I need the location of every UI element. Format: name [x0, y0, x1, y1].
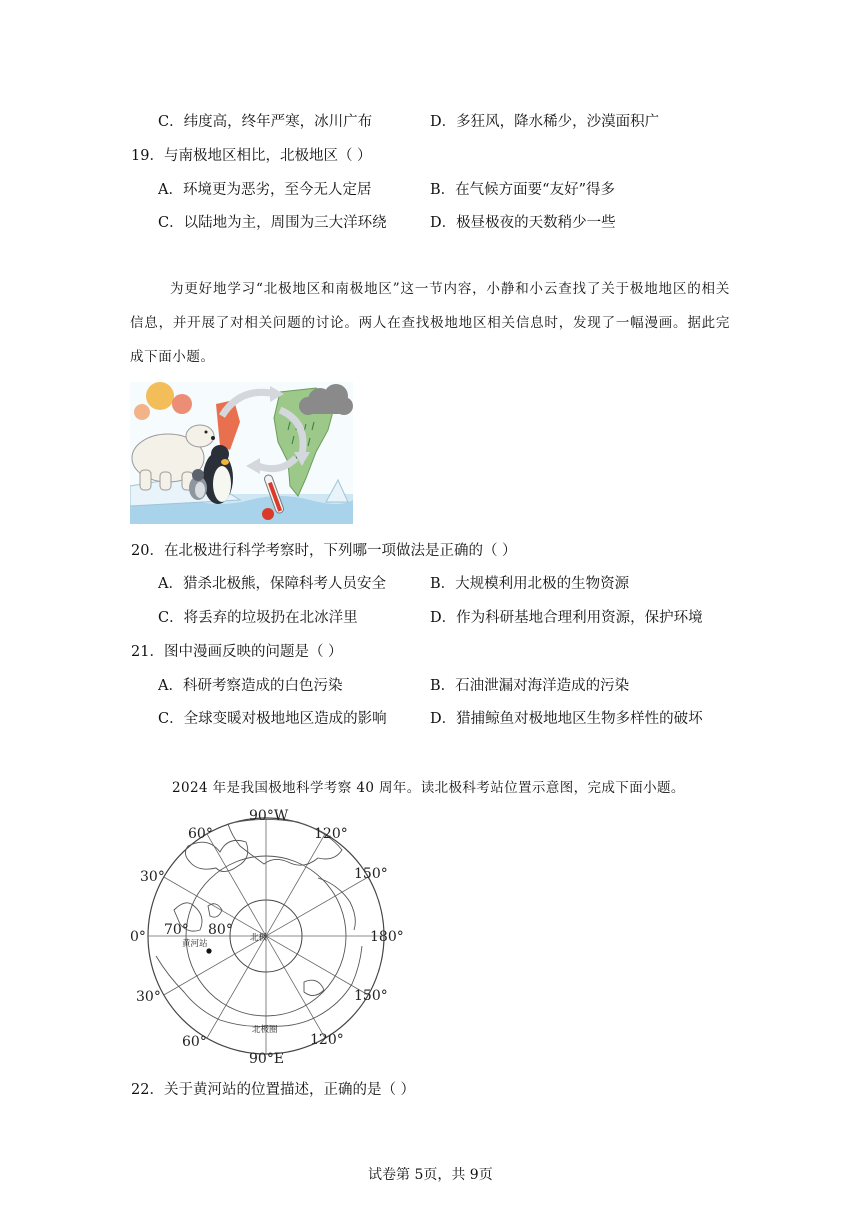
climate-cartoon-drawing — [130, 382, 353, 524]
map-label-lat-80: 80° — [208, 922, 233, 938]
q20-option-b: B．大规模利用北极的生物资源 — [430, 576, 630, 592]
arctic-map-drawing — [128, 806, 404, 1066]
map-label-60-upper-left: 60° — [188, 826, 213, 842]
map-label-150-upper-right: 150° — [354, 866, 388, 882]
q20-option-a: A．猎杀北极熊，保障科考人员安全 — [158, 576, 386, 592]
q19-option-c: C．以陆地为主，周围为三大洋环绕 — [158, 215, 387, 231]
q21-option-b: B．石油泄漏对海洋造成的污染 — [430, 678, 630, 694]
station-marker-icon — [206, 948, 211, 953]
map-label-120-lower-right: 120° — [310, 1032, 344, 1048]
q20-stem: 20．在北极进行科学考察时，下列哪一项做法是正确的（ ） — [131, 543, 517, 559]
map-label-0: 0° — [130, 929, 146, 945]
q22-stem: 22．关于黄河站的位置描述，正确的是（ ） — [131, 1082, 416, 1098]
map-label-lat-70: 70° — [164, 922, 189, 938]
map-label-120-upper-right: 120° — [314, 826, 348, 842]
map-label-180: 180° — [370, 929, 404, 945]
q19-stem: 19．与南极地区相比，北极地区（ ） — [131, 148, 372, 164]
map-label-arctic-circle: 北极圈 — [252, 1025, 278, 1035]
passage-1: 为更好地学习“北极地区和南极地区”这一节内容，小静和小云查找了关于极地地区的相关信息，并开展了对相关问题的讨论。两人在查找极地地区相关信息时，发现了一幅漫画。据此完成下面小题。 — [130, 281, 730, 365]
map-label-pole: 北极 — [250, 933, 268, 943]
map-label-station: 黄河站 — [182, 939, 208, 949]
q19-option-d: D．极昼极夜的天数稍少一些 — [430, 215, 616, 231]
map-label-90e: 90°E — [249, 1051, 285, 1066]
q21-option-a: A．科研考察造成的白色污染 — [158, 678, 343, 694]
q21-stem: 21．图中漫画反映的问题是（ ） — [131, 644, 343, 660]
q21-option-c: C．全球变暖对极地地区造成的影响 — [158, 711, 387, 727]
q20-option-d: D．作为科研基地合理利用资源，保护环境 — [430, 610, 703, 626]
q21-option-d: D．猎捕鲸鱼对极地地区生物多样性的破坏 — [430, 711, 703, 727]
q18-option-d: D．多狂风，降水稀少，沙漠面积广 — [430, 114, 660, 130]
map-label-30-lower-left: 30° — [136, 989, 161, 1005]
q19-option-b: B．在气候方面要“友好”得多 — [430, 182, 615, 198]
climate-cartoon — [130, 382, 353, 524]
arctic-station-map — [128, 806, 404, 1066]
map-label-30-upper-left: 30° — [140, 869, 165, 885]
passage-2: 2024 年是我国极地科学考察 40 周年。读北极科考站位置示意图，完成下面小题。 — [172, 780, 685, 796]
q19-option-a: A．环境更为恶劣，至今无人定居 — [158, 182, 372, 198]
map-label-90w: 90°W — [249, 808, 289, 824]
page-footer: 试卷第 5页，共 9页 — [368, 1167, 493, 1183]
q18-option-c: C．纬度高，终年严寒，冰川广布 — [158, 114, 373, 130]
q20-option-c: C．将丢弃的垃圾扔在北冰洋里 — [158, 610, 358, 626]
map-label-60-lower-left: 60° — [182, 1034, 207, 1050]
map-label-150-lower-right: 150° — [354, 988, 388, 1004]
